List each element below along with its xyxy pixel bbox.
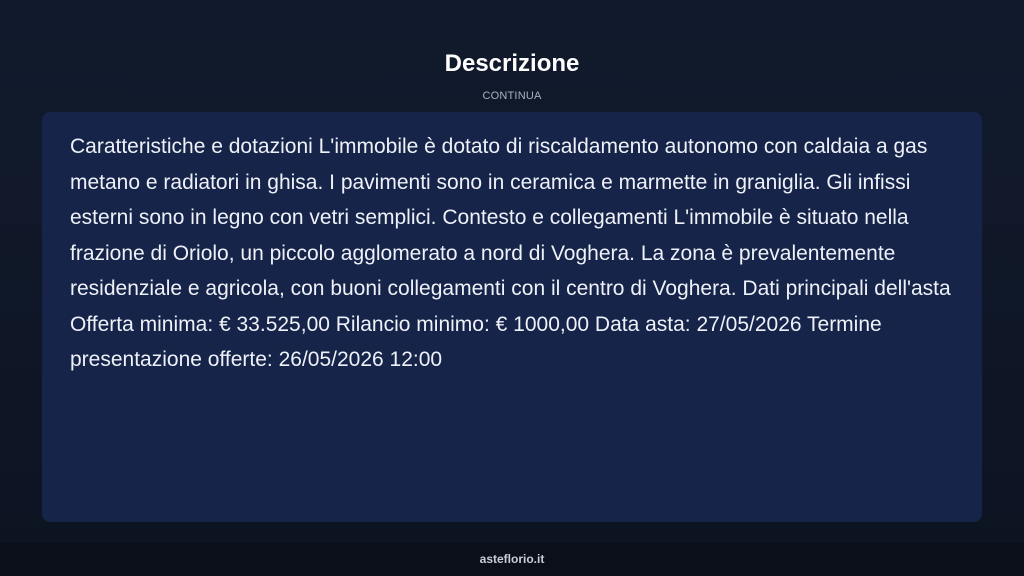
page-title: Descrizione	[444, 50, 580, 77]
description-text: Caratteristiche e dotazioni L'immobile è dotato di riscaldamento autonomo con caldaia a gas metano e radiatori in ghisa. I pavimenti sono in ceramica e marmette in graniglia. Gli infissi esterni sono in legno con vetri semplici. Contesto e collegamenti L'immobile è situato nella frazione di Oriolo, un piccolo agglomerato a nord di Voghera. La zona è prevalentemente residenziale e agricola, con buoni collegamenti con il centro di Voghera. Dati principali dell'asta Offerta minima: € 33.525,00 Rilancio minimo: € 1000,00 Data asta: 27/05/2026 Termine presentazione offerte: 26/05/2026 12:00	[70, 135, 951, 371]
footer-site-label: asteflorio.it	[479, 552, 545, 566]
footer-bar	[0, 543, 1024, 576]
continue-label: CONTINUA	[482, 90, 542, 102]
description-card	[42, 112, 982, 522]
